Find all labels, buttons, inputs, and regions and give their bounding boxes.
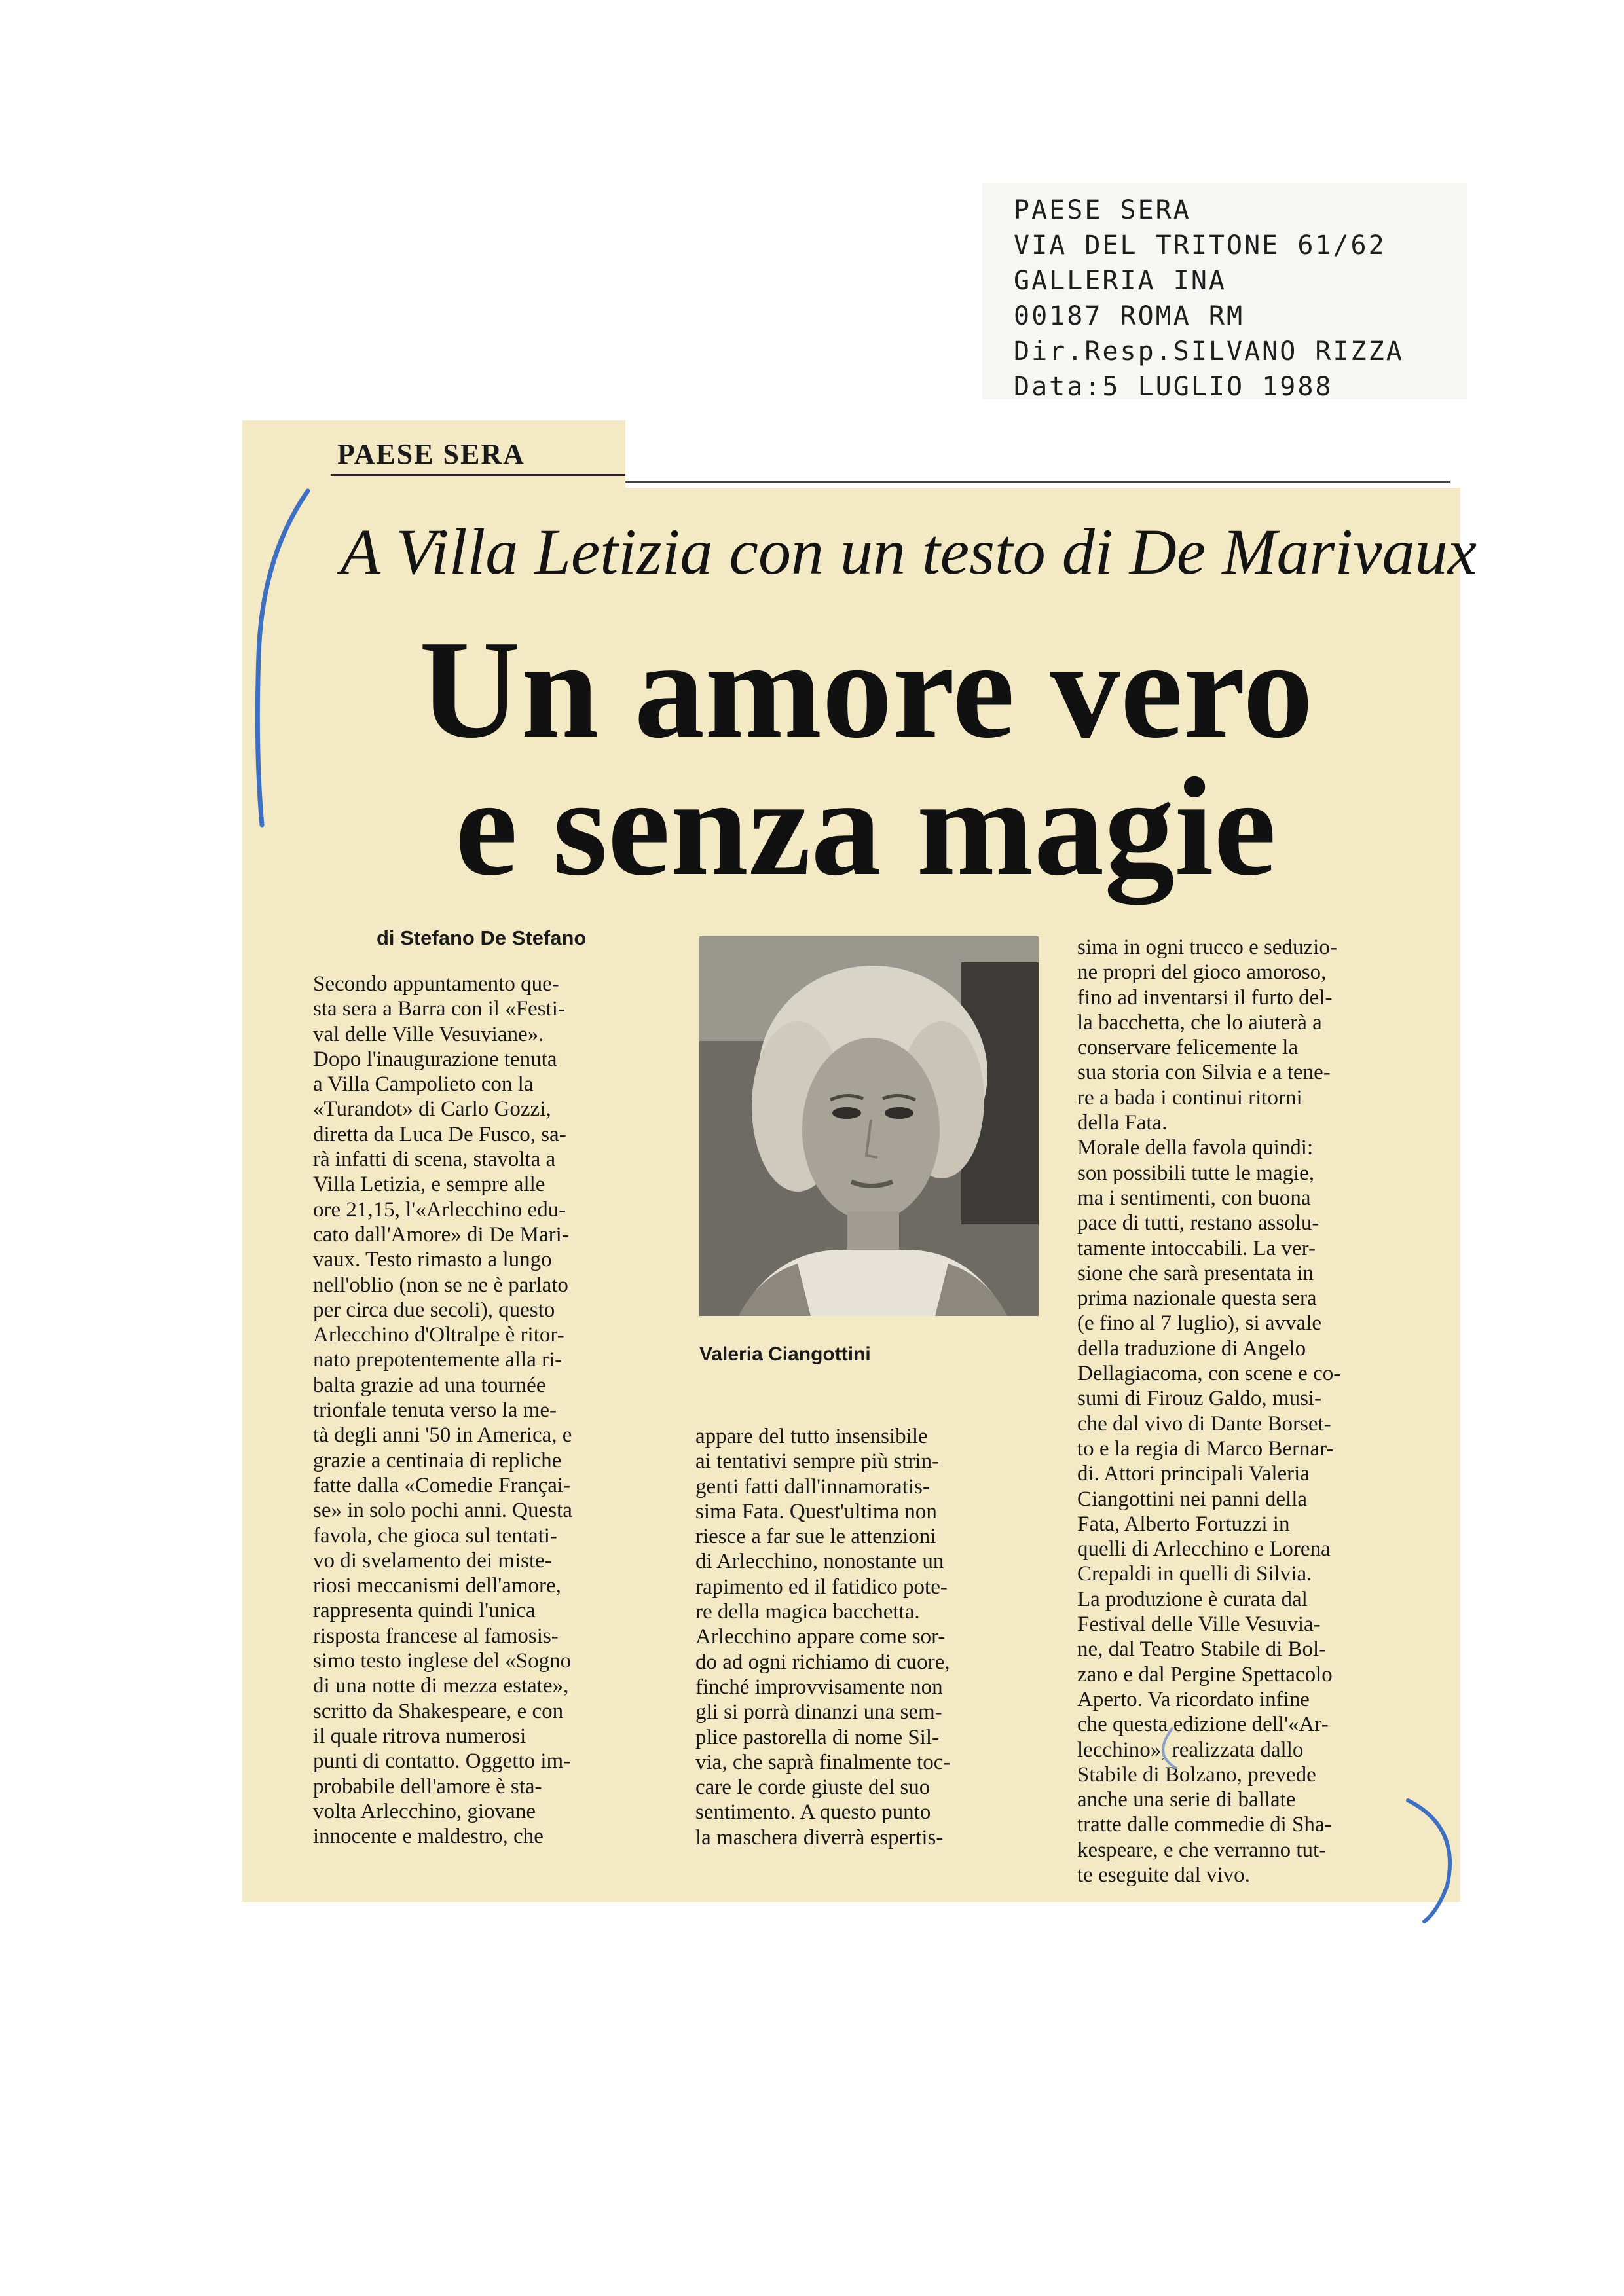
article-line: Secondo appuntamento que- <box>313 972 559 996</box>
article-line: «Turandot» di Carlo Gozzi, <box>313 1097 551 1121</box>
article-line: zano e dal Pergine Spettacolo <box>1077 1662 1333 1686</box>
article-line: che dal vivo di Dante Borset- <box>1077 1412 1331 1436</box>
headline-line-1: Un amore vero <box>419 611 1314 767</box>
article-line: di. Attori principali Valeria <box>1077 1462 1310 1486</box>
article-line: tratte dalle commedie di Sha- <box>1077 1813 1332 1837</box>
article-line: Crepaldi in quelli di Silvia. <box>1077 1562 1312 1586</box>
article-line: re della magica bacchetta. <box>695 1600 920 1624</box>
article-line: via, che saprà finalmente toc- <box>695 1750 951 1774</box>
article-line: la maschera diverrà espertis- <box>695 1825 944 1850</box>
article-line: risposta francese al famosis- <box>313 1624 559 1648</box>
article-line: quelli di Arlecchino e Lorena <box>1077 1537 1331 1561</box>
article-line: probabile dell'amore è sta- <box>313 1774 542 1798</box>
article-line: Villa Letizia, e sempre alle <box>313 1173 545 1197</box>
article-line: di una notte di mezza estate», <box>313 1674 569 1698</box>
article-line: Ciangottini nei panni della <box>1077 1487 1308 1511</box>
archive-label-line: VIA DEL TRITONE 61/62 <box>1014 230 1386 261</box>
article-line: riesce a far sue le attenzioni <box>695 1525 936 1549</box>
article-line: gli si porrà dinanzi una sem- <box>695 1700 942 1724</box>
article-line: per circa due secoli), questo <box>313 1298 555 1322</box>
article-byline: di Stefano De Stefano <box>377 926 587 949</box>
article-line: Arlecchino appare come sor- <box>695 1625 946 1649</box>
article-line: appare del tutto insensibile <box>695 1425 928 1448</box>
article-line: prima nazionale questa sera <box>1077 1286 1317 1311</box>
article-line: Stabile di Bolzano, prevede <box>1077 1762 1316 1787</box>
article-line: favola, che gioca sul tentati- <box>313 1523 557 1548</box>
article-line: della Fata. <box>1077 1111 1168 1135</box>
newspaper-name: PAESE SERA <box>337 438 525 470</box>
article-line: nato prepotentemente alla ri- <box>313 1348 563 1372</box>
article-line: che questa edizione dell'«Ar- <box>1077 1713 1329 1737</box>
article-line: il quale ritrova numerosi <box>313 1724 526 1748</box>
article-line: sima Fata. Quest'ultima non <box>695 1499 937 1523</box>
article-line: la bacchetta, che lo aiuterà a <box>1077 1010 1322 1034</box>
article-line: La produzione è curata dal <box>1077 1587 1308 1611</box>
article-line: genti fatti dall'innamoratis- <box>695 1474 930 1499</box>
article-line: Morale della favola quindi: <box>1077 1136 1314 1160</box>
archive-label-line: Data:5 LUGLIO 1988 <box>1014 372 1333 402</box>
article-line: son possibili tutte le magie, <box>1077 1161 1315 1185</box>
article-line: vo di svelamento dei miste- <box>313 1548 552 1573</box>
article-line: fino ad inventarsi il furto del- <box>1077 985 1333 1010</box>
article-line: diretta da Luca De Fusco, sa- <box>313 1122 566 1146</box>
archive-label-line: PAESE SERA <box>1014 195 1191 225</box>
article-line: se» in solo pochi anni. Questa <box>313 1499 572 1523</box>
archive-label-line: Dir.Resp.SILVANO RIZZA <box>1014 337 1404 367</box>
article-line: balta grazie ad una tournée <box>313 1373 546 1397</box>
article-line: Arlecchino d'Oltralpe è ritor- <box>313 1323 564 1347</box>
article-line: rà infatti di scena, stavolta a <box>313 1148 556 1172</box>
article-line: anche una serie di ballate <box>1077 1788 1296 1812</box>
article-line: sentimento. A questo punto <box>695 1800 931 1825</box>
article-line: re a bada i continui ritorni <box>1077 1085 1302 1110</box>
article-line: grazie a centinaia di repliche <box>313 1448 562 1472</box>
article-line: do ad ogni richiamo di cuore, <box>695 1650 950 1674</box>
article-line: vaux. Testo rimasto a lungo <box>313 1248 552 1272</box>
photo-caption: Valeria Ciangottini <box>699 1343 871 1365</box>
article-line: fatte dalla «Comedie Françai- <box>313 1473 571 1497</box>
archive-label-line: 00187 ROMA RM <box>1014 301 1245 331</box>
article-line: ne propri del gioco amoroso, <box>1077 960 1327 985</box>
article-line: lecchino», realizzata dallo <box>1077 1738 1304 1762</box>
article-line: rapimento ed il fatidico pote- <box>695 1575 948 1599</box>
article-line: Festival delle Ville Vesuvia- <box>1077 1613 1321 1637</box>
article-line: rappresenta quindi l'unica <box>313 1599 536 1623</box>
article-line: punti di contatto. Oggetto im- <box>313 1749 571 1774</box>
article-line: trionfale tenuta verso la me- <box>313 1398 557 1423</box>
article-line: sione che sarà presentata in <box>1077 1261 1314 1285</box>
article-line: plice pastorella di nome Sil- <box>695 1725 940 1749</box>
article-line: pace di tutti, restano assolu- <box>1077 1211 1320 1235</box>
archive-label-line: GALLERIA INA <box>1014 266 1227 296</box>
article-line: a Villa Campolieto con la <box>313 1072 534 1097</box>
article-line: ai tentativi sempre più strin- <box>695 1449 940 1474</box>
article-line: Dellagiacoma, con scene e co- <box>1077 1362 1341 1386</box>
article-line: riosi meccanismi dell'amore, <box>313 1574 561 1598</box>
article-line: di Arlecchino, nonostante un <box>695 1550 944 1574</box>
article-line: cato dall'Amore» di De Mari- <box>313 1222 569 1247</box>
article-line: sta sera a Barra con il «Festi- <box>313 997 565 1021</box>
article-line: Aperto. Va ricordato infine <box>1077 1687 1310 1711</box>
article-line: della traduzione di Angelo <box>1077 1336 1306 1360</box>
article-line: care le corde giuste del suo <box>695 1776 931 1800</box>
article-line: tamente intoccabili. La ver- <box>1077 1236 1316 1260</box>
article-line: kespeare, e che verranno tut- <box>1077 1838 1327 1862</box>
article-line: volta Arlecchino, giovane <box>313 1799 536 1823</box>
article-kicker: A Villa Letizia con un testo di De Marivaux <box>341 515 1477 588</box>
article-line: te eseguite dal vivo. <box>1077 1863 1250 1887</box>
article-line: sua storia con Silvia e a tene- <box>1077 1061 1331 1085</box>
article-line: (e fino al 7 luglio), si avvale <box>1077 1311 1321 1336</box>
article-line: scritto da Shakespeare, e con <box>313 1699 564 1723</box>
article-line: tà degli anni '50 in America, e <box>313 1423 572 1448</box>
article-line: Fata, Alberto Fortuzzi in <box>1077 1512 1290 1536</box>
article-line: ne, dal Teatro Stabile di Bol- <box>1077 1637 1327 1662</box>
article-line: ma i sentimenti, con buona <box>1077 1186 1311 1210</box>
article-line: val delle Ville Vesuviane». <box>313 1022 544 1046</box>
article-line: finché improvvisamente non <box>695 1675 943 1699</box>
article-line: simo testo inglese del «Sogno <box>313 1649 572 1673</box>
article-line: conservare felicemente la <box>1077 1036 1299 1060</box>
article-line: nell'oblio (non se ne è parlato <box>313 1273 568 1297</box>
article-line: ore 21,15, l'«Arlecchino edu- <box>313 1197 566 1222</box>
headline-line-2: e senza magie <box>455 748 1276 905</box>
article-line: Dopo l'inaugurazione tenuta <box>313 1047 557 1071</box>
article-line: to e la regia di Marco Bernar- <box>1077 1436 1334 1461</box>
article-line: innocente e maldestro, che <box>313 1825 544 1849</box>
article-line: sima in ogni trucco e seduzio- <box>1077 936 1337 959</box>
article-line: sumi di Firouz Galdo, musi- <box>1077 1387 1322 1411</box>
